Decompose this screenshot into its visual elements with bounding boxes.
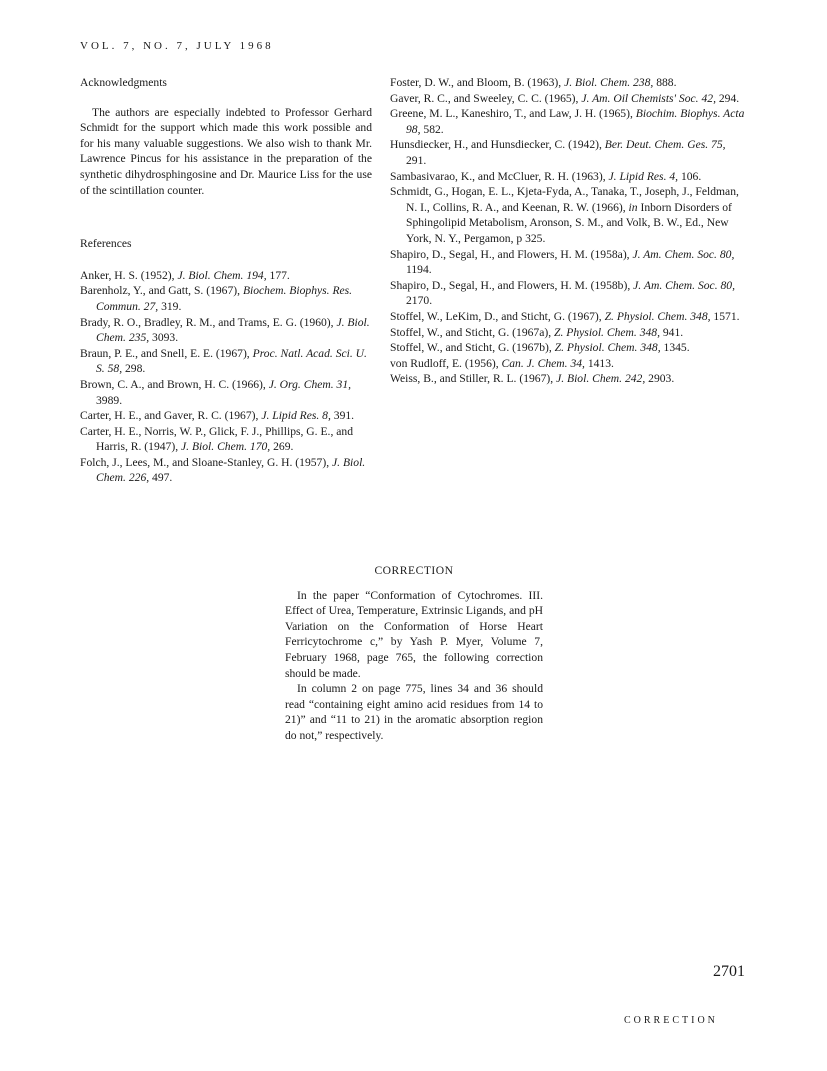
reference-entry	[390, 137, 746, 168]
reference-entry	[80, 424, 372, 455]
reference-authors: Stoffel, W., LeKim, D., and Sticht, G. (1967),	[390, 309, 605, 323]
right-column	[390, 75, 746, 387]
page-number: 2701	[713, 963, 745, 980]
reference-entry	[80, 455, 372, 486]
reference-entry	[390, 356, 746, 372]
reference-entry	[390, 247, 746, 278]
reference-pages: 269.	[270, 440, 294, 454]
reference-entry	[390, 106, 746, 137]
reference-entry	[390, 278, 746, 309]
reference-pages: 582.	[420, 122, 444, 136]
reference-authors: Foster, D. W., and Bloom, B. (1963),	[390, 76, 565, 89]
reference-authors: Greene, M. L., Kaneshiro, T., and Law, J. H. (1965),	[390, 107, 636, 121]
reference-journal: J. Biol. Chem. 170,	[181, 440, 271, 454]
reference-journal: Can. J. Chem. 34,	[501, 356, 585, 370]
reference-entry	[390, 169, 746, 185]
reference-pages: 106.	[678, 169, 702, 183]
reference-pages: 291.	[406, 153, 427, 167]
reference-pages: 3989.	[96, 393, 123, 407]
reference-pages: 1345.	[660, 341, 690, 355]
reference-journal: J. Biol. Chem. 242,	[556, 372, 646, 386]
reference-entry	[390, 371, 746, 387]
correction-paragraph-2: In column 2 on page 775, lines 34 and 36 should read “containing eight amino acid residues from 14 to 21)” and “11 to 21) in the aromatic absorption region do not,” respectively.	[285, 682, 543, 742]
reference-pages: 888.	[653, 76, 677, 89]
acknowledgments-heading: Acknowledgments	[80, 76, 167, 89]
reference-journal: J. Biol. Chem. 235,	[96, 315, 370, 345]
reference-journal: Proc. Natl. Acad. Sci. U. S. 58,	[96, 346, 367, 376]
reference-authors: Brown, C. A., and Brown, H. C. (1966),	[80, 377, 269, 391]
reference-authors: Weiss, B., and Stiller, R. L. (1967),	[390, 372, 557, 386]
reference-entry	[80, 268, 372, 284]
reference-authors: Carter, H. E., and Gaver, R. C. (1967),	[80, 409, 262, 423]
reference-journal: J. Biol. Chem. 194,	[177, 268, 267, 282]
reference-authors: Hunsdiecker, H., and Hunsdiecker, C. (1942),	[390, 138, 605, 152]
reference-authors: Sambasivarao, K., and McCluer, R. H. (1963),	[390, 169, 609, 183]
reference-authors: Stoffel, W., and Sticht, G. (1967b),	[390, 341, 555, 355]
references-heading: References	[80, 237, 132, 251]
reference-entry	[80, 377, 372, 408]
reference-entry	[80, 283, 372, 314]
reference-pages: 2170.	[406, 294, 433, 308]
reference-authors: Schmidt, G., Hogan, E. L., Kjeta-Fyda, A., Tanaka, T., Joseph, J., Feldman, N. I., Collins, R. A., and Keenan, R. W. (1966),	[390, 185, 739, 214]
left-column	[80, 75, 372, 486]
reference-entry	[80, 346, 372, 377]
reference-pages: 298.	[122, 362, 146, 376]
reference-journal: in	[628, 200, 638, 214]
reference-pages: 1194.	[406, 263, 432, 277]
reference-pages: 391.	[330, 409, 355, 423]
reference-pages: Inborn Disorders of Sphingolipid Metabolism, Aronson, S. M., and Volk, B. W., Ed., New York, N. Y., Pergamon, p 325.	[406, 200, 732, 245]
reference-authors: Stoffel, W., and Sticht, G. (1967a),	[390, 325, 555, 339]
reference-pages: 1413.	[584, 356, 614, 370]
reference-journal: J. Am. Chem. Soc. 80,	[633, 278, 735, 292]
reference-journal: J. Biol. Chem. 226,	[96, 455, 366, 485]
reference-pages: 497.	[149, 471, 173, 485]
reference-journal: Z. Physiol. Chem. 348,	[554, 341, 661, 355]
reference-authors: Shapiro, D., Segal, H., and Flowers, H. M. (1958a),	[390, 247, 633, 261]
reference-pages: 3093.	[149, 331, 179, 345]
reference-journal: J. Am. Oil Chemists' Soc. 42,	[581, 91, 716, 105]
reference-journal: J. Lipid Res. 8,	[261, 409, 331, 423]
reference-pages: 319.	[158, 299, 182, 313]
reference-entry	[80, 315, 372, 346]
reference-entry	[390, 91, 746, 107]
correction-paragraph-1: In the paper “Conformation of Cytochromes. III. Effect of Urea, Temperature, Extrinsic Ligands, and pH Variation on the Conformation of Horse Heart Ferricytochrome c,” by Yash P. Myer, Volume 7, February 1968, page 765, the following correction should be made.	[285, 588, 543, 680]
reference-pages: 177.	[266, 268, 290, 282]
acknowledgments-body: The authors are especially indebted to Professor Gerhard Schmidt for the support which made this work possible and for his many valuable suggestions. We also wish to thank Mr. Lawrence Pincus for his assistance in the preparation of the synthetic dihydrosphingosine and Dr. Maurice Liss for the use of the scintillation counter.	[80, 105, 372, 197]
reference-pages: 941.	[659, 325, 684, 339]
reference-journal: Ber. Deut. Chem. Ges. 75,	[604, 138, 726, 152]
reference-pages: 2903.	[645, 372, 675, 386]
reference-journal: Z. Physiol. Chem. 348,	[604, 309, 711, 323]
reference-journal: J. Org. Chem. 31,	[268, 377, 352, 391]
reference-authors: Brady, R. O., Bradley, R. M., and Trams, E. G. (1960),	[80, 315, 337, 329]
footer-section-label: CORRECTION	[624, 1015, 718, 1026]
reference-pages: 1571.	[710, 309, 740, 323]
reference-journal: J. Biol. Chem. 238,	[564, 76, 654, 89]
reference-authors: Barenholz, Y., and Gatt, S. (1967),	[80, 284, 243, 298]
reference-journal: Biochim. Biophys. Acta 98,	[406, 107, 745, 136]
reference-journal: Z. Physiol. Chem. 348,	[554, 325, 660, 339]
correction-title: CORRECTION	[374, 564, 454, 577]
reference-authors: Gaver, R. C., and Sweeley, C. C. (1965),	[390, 91, 582, 105]
reference-journal: Biochem. Biophys. Res. Commun. 27,	[96, 284, 353, 313]
running-head: VOL. 7, NO. 7, JULY 1968	[80, 40, 274, 52]
reference-authors: Braun, P. E., and Snell, E. E. (1967),	[80, 346, 253, 360]
reference-entry	[390, 184, 746, 246]
reference-journal: J. Am. Chem. Soc. 80,	[632, 247, 735, 261]
references-list-left	[80, 268, 372, 486]
correction-notice	[285, 563, 543, 744]
reference-entry	[390, 325, 746, 341]
references-list-right	[390, 75, 746, 387]
reference-pages: 294.	[715, 91, 740, 105]
reference-authors: Folch, J., Lees, M., and Sloane-Stanley, G. H. (1957),	[80, 455, 333, 469]
reference-entry	[80, 408, 372, 424]
reference-authors: Shapiro, D., Segal, H., and Flowers, H. M. (1958b),	[390, 278, 634, 292]
reference-journal: J. Lipid Res. 4,	[608, 169, 679, 183]
reference-authors: von Rudloff, E. (1956),	[390, 356, 502, 370]
reference-entry	[390, 340, 746, 356]
reference-entry	[390, 309, 746, 325]
reference-authors: Anker, H. S. (1952),	[80, 268, 178, 282]
reference-entry	[390, 75, 746, 91]
reference-authors: Carter, H. E., Norris, W. P., Glick, F. J., Phillips, G. E., and Harris, R. (1947),	[80, 424, 353, 454]
